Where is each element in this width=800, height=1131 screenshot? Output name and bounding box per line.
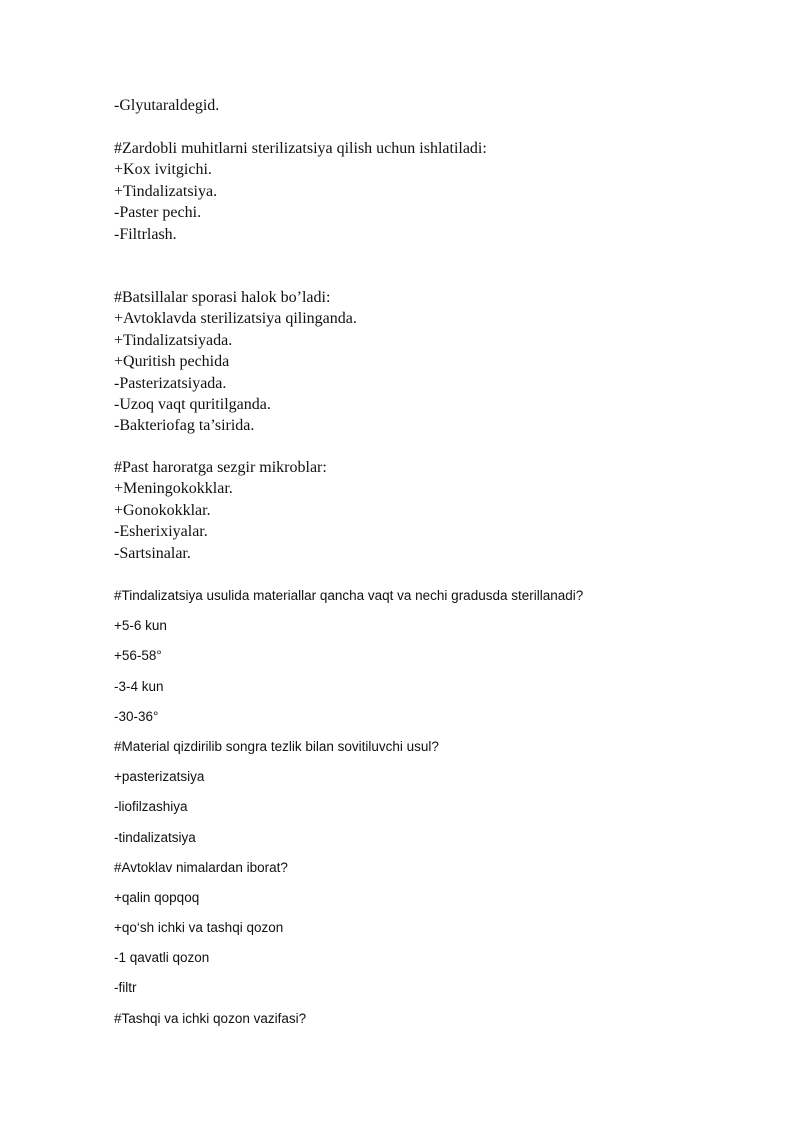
answer-line: +56-58° bbox=[114, 648, 162, 664]
answer-line: -liofilzashiya bbox=[114, 799, 188, 815]
answer-line: +Tindalizatsiyada. bbox=[114, 331, 233, 349]
answer-line: -Sartsinalar. bbox=[114, 544, 191, 562]
answer-line: -Pasterizatsiyada. bbox=[114, 374, 227, 392]
answer-line: -30-36° bbox=[114, 708, 159, 724]
answer-line: +Quritish pechida bbox=[114, 353, 230, 371]
answer-line: +Kox ivitgichi. bbox=[114, 161, 212, 179]
answer-line: +Avtoklavda sterilizatsiya qilinganda. bbox=[114, 310, 357, 328]
answer-line: +Meningokokklar. bbox=[114, 480, 233, 498]
answer-line: +Tindalizatsiya. bbox=[114, 182, 218, 200]
question-block-sans bbox=[114, 586, 774, 1039]
question-line: #Past haroratga sezgir mikroblar: bbox=[114, 459, 327, 476]
answer-line: -filtr bbox=[114, 980, 137, 996]
answer-line: +pasterizatsiya bbox=[114, 769, 205, 785]
answer-line: -tindalizatsiya bbox=[114, 829, 196, 845]
answer-line: +qalin qopqoq bbox=[114, 889, 200, 905]
question-line: #Zardobli muhitlarni sterilizatsiya qilish uchun ishlatiladi: bbox=[114, 140, 487, 157]
answer-fragment bbox=[114, 95, 754, 116]
question-line: #Tindalizatsiya usulida materiallar qancha vaqt va nechi gradusda sterillanadi? bbox=[114, 588, 584, 603]
question-block-serum-sterilization bbox=[114, 138, 754, 245]
answer-line: -3-4 kun bbox=[114, 678, 164, 694]
answer-line: +qo‘sh ichki va tashqi qozon bbox=[114, 920, 284, 936]
answer-line: -Esherixiyalar. bbox=[114, 523, 208, 541]
question-line: #Tashqi va ichki qozon vazifasi? bbox=[114, 1010, 307, 1026]
question-line: #Material qizdirilib songra tezlik bilan sovitiluvchi usul? bbox=[114, 738, 439, 754]
answer-line: +5-6 kun bbox=[114, 618, 167, 634]
question-block-cold-sensitive bbox=[114, 457, 754, 564]
answer-line: -Paster pechi. bbox=[114, 204, 202, 222]
answer-line: -1 qavatli qozon bbox=[114, 950, 210, 966]
answer-line: -Filtrlash. bbox=[114, 225, 177, 243]
answer-line: -Glyutaraldegid. bbox=[114, 97, 220, 114]
question-line: #Batsillalar sporasi halok bo’ladi: bbox=[114, 289, 331, 306]
answer-line: +Gonokokklar. bbox=[114, 501, 211, 519]
answer-line: -Bakteriofag ta’sirida. bbox=[114, 417, 255, 435]
question-line: #Avtoklav nimalardan iborat? bbox=[114, 859, 288, 875]
answer-line: -Uzoq vaqt quritilganda. bbox=[114, 395, 271, 413]
question-block-bacilli-spores bbox=[114, 287, 754, 437]
